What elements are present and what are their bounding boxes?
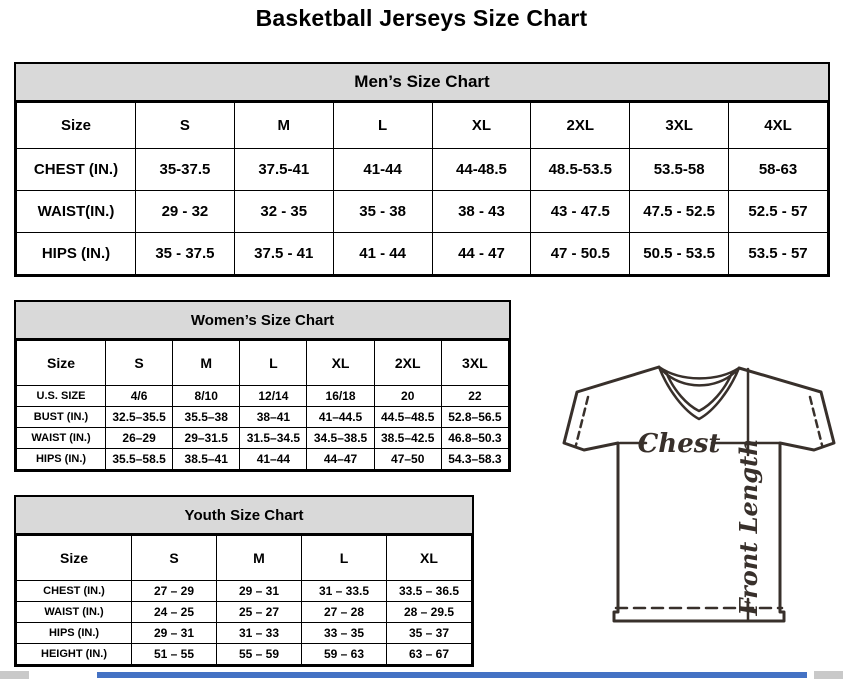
size-header-row xyxy=(17,536,472,581)
measurement-row xyxy=(17,407,509,428)
column-header-cell: 2XL xyxy=(374,341,441,386)
value-cell: 41 - 44 xyxy=(333,233,432,275)
value-cell: 32 - 35 xyxy=(234,191,333,233)
value-cell: 28 – 29.5 xyxy=(387,602,472,623)
row-label-cell: HIPS (IN.) xyxy=(17,233,136,275)
measurement-row xyxy=(17,149,828,191)
column-header-cell: S xyxy=(136,103,235,149)
row-label-cell: WAIST(IN.) xyxy=(17,191,136,233)
value-cell: 26–29 xyxy=(106,428,173,449)
size-header-cell: Size xyxy=(17,341,106,386)
front-length-label: Front Length xyxy=(734,438,763,616)
row-label-cell: CHEST (IN.) xyxy=(17,581,132,602)
value-cell: 35-37.5 xyxy=(136,149,235,191)
value-cell: 20 xyxy=(374,386,441,407)
mens-size-chart xyxy=(14,62,830,277)
right-cuff-stitch-line xyxy=(810,397,822,445)
youth-chart-title: Youth Size Chart xyxy=(16,497,472,535)
value-cell: 58-63 xyxy=(729,149,828,191)
value-cell: 27 – 28 xyxy=(302,602,387,623)
value-cell: 48.5-53.5 xyxy=(531,149,630,191)
value-cell: 29 – 31 xyxy=(132,623,217,644)
row-label-cell: WAIST (IN.) xyxy=(17,602,132,623)
womens-chart-title: Women’s Size Chart xyxy=(16,302,509,340)
value-cell: 52.8–56.5 xyxy=(441,407,508,428)
page-title: Basketball Jerseys Size Chart xyxy=(255,5,588,31)
value-cell: 29 - 32 xyxy=(136,191,235,233)
value-cell: 4/6 xyxy=(106,386,173,407)
scrollbar-right-corner xyxy=(814,671,843,679)
column-header-cell: XL xyxy=(387,536,472,581)
value-cell: 24 – 25 xyxy=(132,602,217,623)
mens-chart-title: Men’s Size Chart xyxy=(16,64,828,102)
row-label-cell: U.S. SIZE xyxy=(17,386,106,407)
value-cell: 16/18 xyxy=(307,386,374,407)
value-cell: 35 - 37.5 xyxy=(136,233,235,275)
value-cell: 33 – 35 xyxy=(302,623,387,644)
column-header-cell: L xyxy=(240,341,307,386)
size-header-cell: Size xyxy=(17,103,136,149)
measurement-row xyxy=(17,233,828,275)
scrollbar-left-corner xyxy=(0,671,29,679)
value-cell: 29 – 31 xyxy=(217,581,302,602)
value-cell: 44–47 xyxy=(307,449,374,470)
column-header-cell: M xyxy=(234,103,333,149)
size-header-cell: Size xyxy=(17,536,132,581)
column-header-cell: 2XL xyxy=(531,103,630,149)
value-cell: 51 – 55 xyxy=(132,644,217,665)
youth-size-chart xyxy=(14,495,474,667)
value-cell: 8/10 xyxy=(173,386,240,407)
value-cell: 53.5 - 57 xyxy=(729,233,828,275)
value-cell: 38.5–42.5 xyxy=(374,428,441,449)
value-cell: 25 – 27 xyxy=(217,602,302,623)
value-cell: 50.5 - 53.5 xyxy=(630,233,729,275)
value-cell: 33.5 – 36.5 xyxy=(387,581,472,602)
measurement-row xyxy=(17,623,472,644)
value-cell: 38–41 xyxy=(240,407,307,428)
row-label-cell: HIPS (IN.) xyxy=(17,623,132,644)
row-label-cell: WAIST (IN.) xyxy=(17,428,106,449)
measurement-row xyxy=(17,581,472,602)
measurement-row xyxy=(17,449,509,470)
value-cell: 41–44 xyxy=(240,449,307,470)
horizontal-scrollbar-thumb[interactable] xyxy=(97,672,807,678)
column-header-cell: M xyxy=(173,341,240,386)
column-header-cell: 4XL xyxy=(729,103,828,149)
column-header-cell: 3XL xyxy=(441,341,508,386)
value-cell: 54.3–58.3 xyxy=(441,449,508,470)
row-label-cell: CHEST (IN.) xyxy=(17,149,136,191)
value-cell: 41-44 xyxy=(333,149,432,191)
value-cell: 44-48.5 xyxy=(432,149,531,191)
measurement-row xyxy=(17,644,472,665)
value-cell: 22 xyxy=(441,386,508,407)
value-cell: 44 - 47 xyxy=(432,233,531,275)
value-cell: 63 – 67 xyxy=(387,644,472,665)
value-cell: 31 – 33.5 xyxy=(302,581,387,602)
womens-size-table xyxy=(16,340,509,470)
value-cell: 47 - 50.5 xyxy=(531,233,630,275)
jersey-outline-shape xyxy=(564,367,834,621)
value-cell: 59 – 63 xyxy=(302,644,387,665)
column-header-cell: S xyxy=(132,536,217,581)
measurement-row xyxy=(17,602,472,623)
value-cell: 46.8–50.3 xyxy=(441,428,508,449)
value-cell: 37.5-41 xyxy=(234,149,333,191)
value-cell: 38 - 43 xyxy=(432,191,531,233)
value-cell: 31 – 33 xyxy=(217,623,302,644)
value-cell: 29–31.5 xyxy=(173,428,240,449)
value-cell: 38.5–41 xyxy=(173,449,240,470)
row-label-cell: HIPS (IN.) xyxy=(17,449,106,470)
column-header-cell: L xyxy=(302,536,387,581)
left-cuff-stitch-line xyxy=(576,397,588,445)
row-label-cell: HEIGHT (IN.) xyxy=(17,644,132,665)
value-cell: 35 – 37 xyxy=(387,623,472,644)
value-cell: 55 – 59 xyxy=(217,644,302,665)
column-header-cell: M xyxy=(217,536,302,581)
column-header-cell: XL xyxy=(432,103,531,149)
value-cell: 43 - 47.5 xyxy=(531,191,630,233)
column-header-cell: L xyxy=(333,103,432,149)
value-cell: 35 - 38 xyxy=(333,191,432,233)
value-cell: 44.5–48.5 xyxy=(374,407,441,428)
mens-size-table xyxy=(16,102,828,275)
value-cell: 52.5 - 57 xyxy=(729,191,828,233)
jersey-measurement-diagram xyxy=(558,356,840,632)
value-cell: 12/14 xyxy=(240,386,307,407)
value-cell: 35.5–38 xyxy=(173,407,240,428)
size-header-row xyxy=(17,103,828,149)
size-header-row xyxy=(17,341,509,386)
value-cell: 31.5–34.5 xyxy=(240,428,307,449)
value-cell: 47–50 xyxy=(374,449,441,470)
measurement-row xyxy=(17,428,509,449)
value-cell: 37.5 - 41 xyxy=(234,233,333,275)
value-cell: 27 – 29 xyxy=(132,581,217,602)
row-label-cell: BUST (IN.) xyxy=(17,407,106,428)
value-cell: 41–44.5 xyxy=(307,407,374,428)
jersey-collar-shape xyxy=(659,367,739,419)
value-cell: 32.5–35.5 xyxy=(106,407,173,428)
measurement-row xyxy=(17,386,509,407)
chest-label: Chest xyxy=(637,429,721,459)
column-header-cell: S xyxy=(106,341,173,386)
column-header-cell: 3XL xyxy=(630,103,729,149)
youth-size-table xyxy=(16,535,472,665)
measurement-row xyxy=(17,191,828,233)
value-cell: 47.5 - 52.5 xyxy=(630,191,729,233)
value-cell: 34.5–38.5 xyxy=(307,428,374,449)
column-header-cell: XL xyxy=(307,341,374,386)
value-cell: 53.5-58 xyxy=(630,149,729,191)
value-cell: 35.5–58.5 xyxy=(106,449,173,470)
womens-size-chart xyxy=(14,300,511,472)
